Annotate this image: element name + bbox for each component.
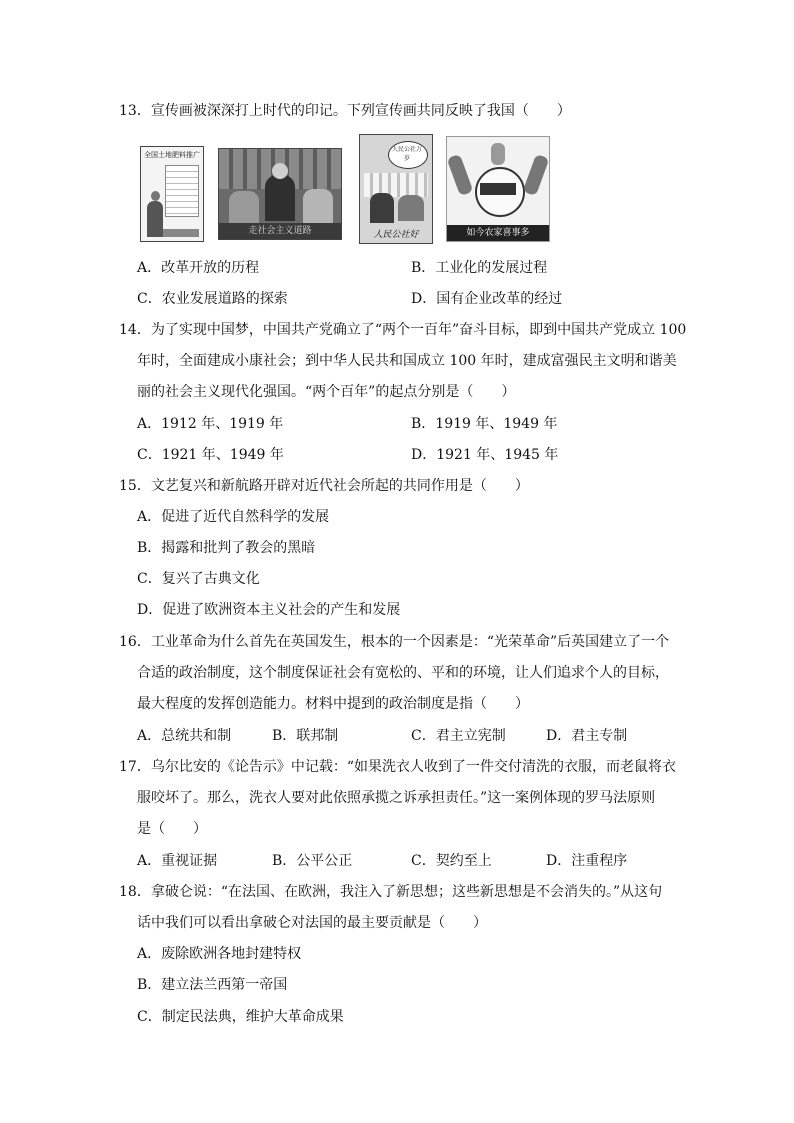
question-14-stem-line-2: 年时，全面建成小康社会；到中华人民共和国成立 100 年时，建成富强民主文明和谐美 <box>137 353 677 369</box>
q17-option-d[interactable]: D．注重程序 <box>546 853 628 869</box>
poster-3-caption: 人民公社好 <box>373 230 419 240</box>
poster-4-caption: 如今农家喜事多 <box>447 225 549 241</box>
q15-option-d[interactable]: D．促进了欧洲资本主义社会的产生和发展 <box>137 602 401 618</box>
q13-option-c[interactable]: C．农业发展道路的探索 <box>137 291 288 307</box>
q16-option-d[interactable]: D．君主专制 <box>546 728 628 744</box>
q17-option-c[interactable]: C．契约至上 <box>411 853 492 869</box>
q15-option-c[interactable]: C．复兴了古典文化 <box>137 571 260 587</box>
question-17-stem-line-2: 服咬坏了。那么，洗衣人要对此依照承揽之诉承担责任。”这一案例体现的罗马法原则 <box>137 790 656 806</box>
question-16-stem-line-1: 16．工业革命为什么首先在英国发生，根本的一个因素是：“光荣革命”后英国建立了一个 <box>119 634 670 650</box>
poster-1-image <box>140 146 204 242</box>
poster-figure <box>0 134 794 246</box>
q16-option-b[interactable]: B．联邦制 <box>272 728 339 744</box>
q14-option-b[interactable]: B．1919 年、1949 年 <box>411 416 558 432</box>
q16-option-a[interactable]: A．总统共和制 <box>137 728 232 744</box>
q18-option-b[interactable]: B．建立法兰西第一帝国 <box>137 977 288 993</box>
poster-3-image <box>359 134 433 244</box>
q17-option-b[interactable]: B．公平公正 <box>272 853 353 869</box>
question-13-stem: 13．宣传画被深深打上时代的印记。下列宣传画共同反映了我国（ ） <box>119 103 571 119</box>
q15-option-a[interactable]: A．促进了近代自然科学的发展 <box>137 509 330 525</box>
q13-option-a[interactable]: A．改革开放的历程 <box>137 260 260 276</box>
question-18-stem-line-1: 18．拿破仑说：“在法国、在欧洲，我注入了新思想；这些新思想是不会消失的。”从这句 <box>119 884 663 900</box>
q14-option-c[interactable]: C．1921 年、1949 年 <box>137 447 284 463</box>
question-18-stem-line-2: 话中我们可以看出拿破仑对法国的最主要贡献是（ ） <box>137 915 487 931</box>
poster-2-caption: 走社会主义道路 <box>219 223 341 239</box>
question-15-stem: 15．文艺复兴和新航路开辟对近代社会所起的共同作用是（ ） <box>119 478 529 494</box>
q13-option-d[interactable]: D．国有企业改革的经过 <box>411 291 563 307</box>
q18-option-a[interactable]: A．废除欧洲各地封建特权 <box>137 946 302 962</box>
question-16-stem-line-3: 最大程度的发挥创造能力。材料中提到的政治制度是指（ ） <box>137 696 529 712</box>
poster-2-image <box>218 148 342 240</box>
q15-option-b[interactable]: B．揭露和批判了教会的黑暗 <box>137 540 316 556</box>
question-17-stem-line-1: 17．乌尔比安的《论告示》中记载：“如果洗衣人收到了一件交付清洗的衣服，而老鼠将衣 <box>119 759 676 775</box>
q18-option-c[interactable]: C．制定民法典，维护大革命成果 <box>137 1009 344 1025</box>
q14-option-a[interactable]: A．1912 年、1919 年 <box>137 416 284 432</box>
q17-option-a[interactable]: A．重视证据 <box>137 853 218 869</box>
question-14-stem-line-1: 14．为了实现中国梦，中国共产党确立了“两个一百年”奋斗目标，即到中国共产党成立 100 <box>119 322 687 338</box>
q13-option-b[interactable]: B．工业化的发展过程 <box>411 260 548 276</box>
question-17-stem-line-3: 是（ ） <box>137 821 207 837</box>
q16-option-c[interactable]: C．君主立宪制 <box>411 728 506 744</box>
poster-3-badge: 人民公社万岁 <box>391 146 422 162</box>
question-14-stem-line-3: 丽的社会主义现代化强国。“两个百年”的起点分别是（ ） <box>137 384 516 400</box>
poster-1-title: 全国土地肥料推广 <box>144 151 200 159</box>
question-16-stem-line-2: 合适的政治制度，这个制度保证社会有宽松的、平和的环境，让人们追求个人的目标， <box>137 665 669 681</box>
poster-4-image <box>446 136 550 242</box>
q14-option-d[interactable]: D．1921 年、1945 年 <box>411 447 559 463</box>
